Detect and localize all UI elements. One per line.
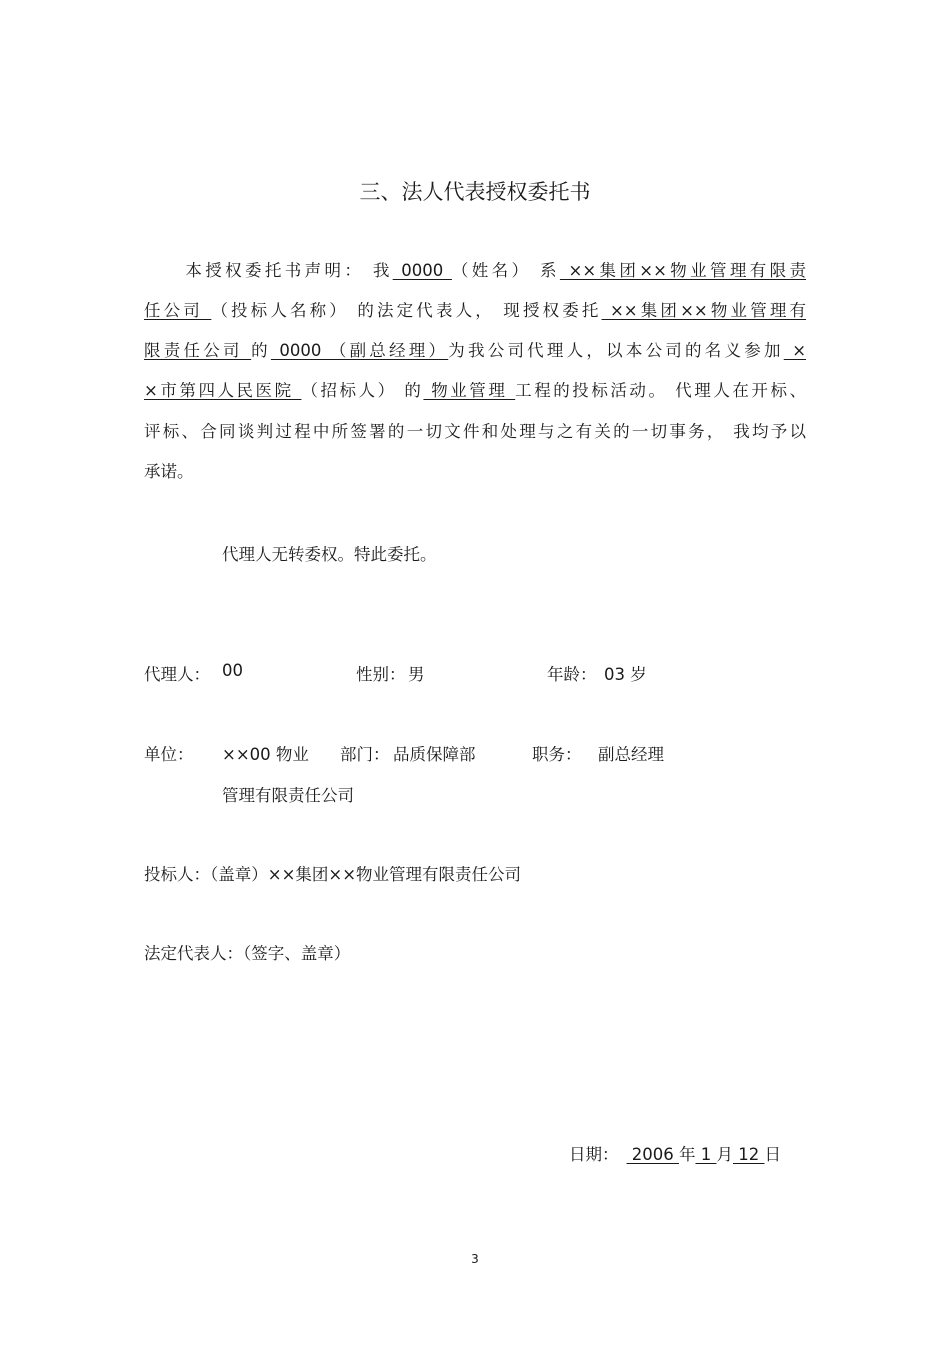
department-value: 品质保障部 <box>393 745 476 764</box>
position-value: 副总经理 <box>598 745 664 764</box>
project-name: 物业管理 <box>423 381 516 400</box>
paragraph-line-2: 任公司 （投标人名称） 的法定代表人， 现授权委托 ××集团××物业管理有 <box>144 301 807 320</box>
paragraph-line-1: 本授权委托书声明： 我 0000 （姓名） 系 ××集团××物业管理有限责 <box>182 261 807 280</box>
paragraph-line-4: ×市第四人民医院 （招标人） 的 物业管理 工程的投标活动。 代理人在开标、 <box>144 381 806 400</box>
department-label: 部门： <box>340 745 390 764</box>
page-number: 3 <box>471 1252 479 1266</box>
date-line: 日期： 2006 年 1 月 12 日 <box>569 1145 781 1164</box>
document-title: 三、法人代表授权委托书 <box>359 180 591 204</box>
unit-value: ××00 物业 <box>222 745 309 764</box>
gender-label: 性别： <box>356 665 406 684</box>
paragraph-line-6: 承诺。 <box>144 462 194 481</box>
date-year: 2006 <box>626 1145 679 1164</box>
bidder-line: 投标人：（盖章）××集团××物业管理有限责任公司 <box>144 865 522 884</box>
unit-value-continued: 管理有限责任公司 <box>222 786 354 805</box>
agent-name: 0000 （副总经理） <box>270 341 449 360</box>
entrusted-company: ××集团××物业管理有 <box>601 301 807 320</box>
age-label: 年龄： <box>547 665 597 684</box>
age-value: 03 岁 <box>604 665 647 684</box>
date-label: 日期： <box>569 1145 619 1164</box>
paragraph-line-5: 评标、合同谈判过程中所签署的一切文件和处理与之有关的一切事务， 我均予以 <box>144 422 806 441</box>
legal-representative-line: 法定代表人：（签字、盖章） <box>144 944 351 963</box>
paragraph-line-3: 限责任公司 的 0000 （副总经理）为我公司代理人，以本公司的名义参加 × <box>144 341 807 360</box>
unit-label: 单位： <box>144 745 194 764</box>
agent-value: 00 <box>222 661 243 680</box>
company-name: ××集团××物业管理有限责 <box>559 261 807 280</box>
tenderer-name: × <box>783 341 807 360</box>
no-sub-delegation-note: 代理人无转委权。特此委托。 <box>222 545 437 564</box>
grantor-name: 0000 <box>392 261 452 280</box>
position-label: 职务： <box>532 745 582 764</box>
date-day: 12 <box>732 1145 765 1164</box>
gender-value: 男 <box>408 665 425 684</box>
agent-label: 代理人： <box>144 665 210 684</box>
date-month: 1 <box>695 1145 717 1164</box>
